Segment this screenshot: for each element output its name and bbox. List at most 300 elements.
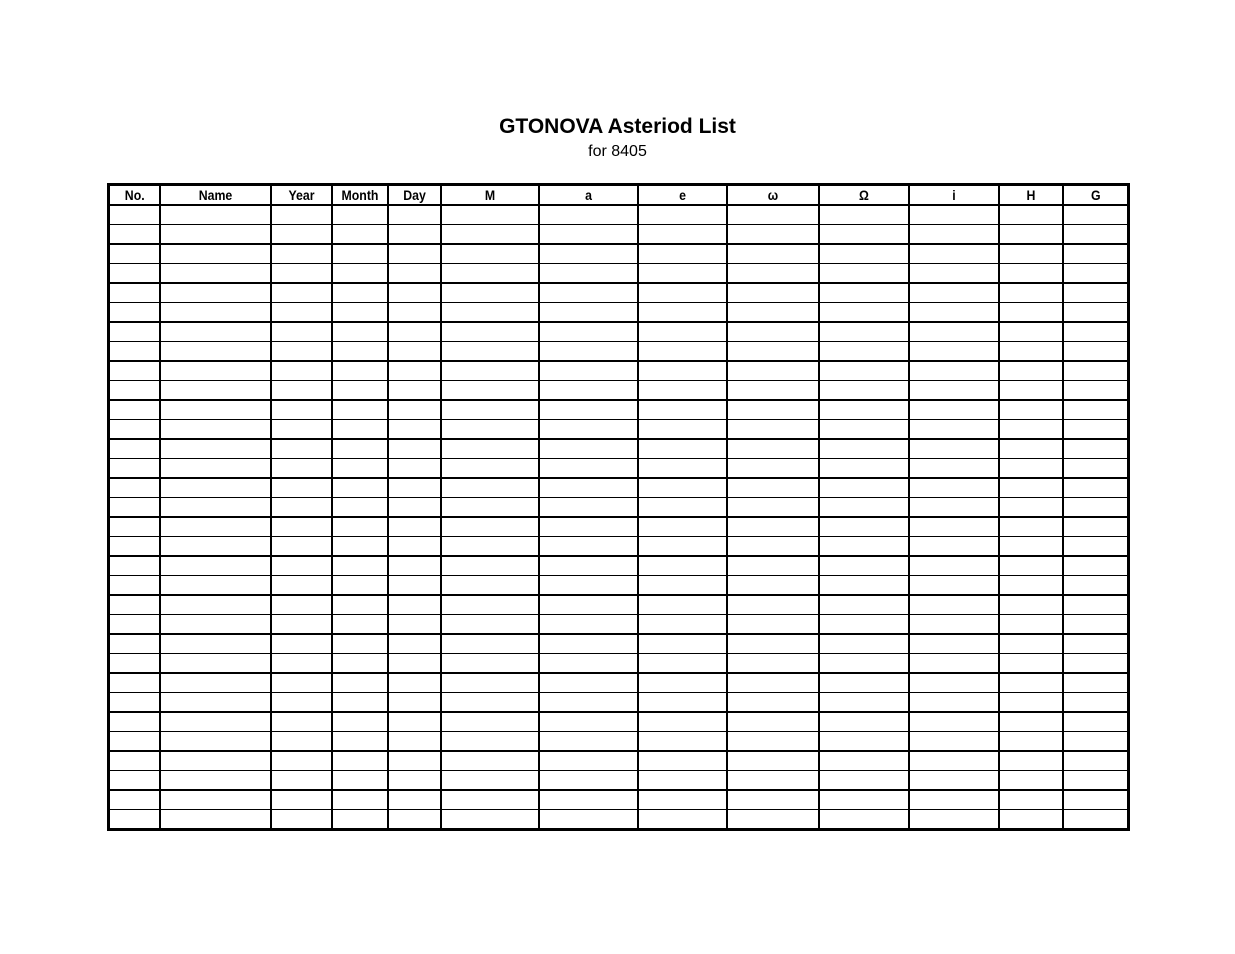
table-cell[interactable] — [271, 381, 332, 401]
table-cell[interactable] — [909, 439, 999, 459]
table-cell[interactable] — [388, 517, 441, 537]
table-cell[interactable] — [271, 400, 332, 420]
table-cell[interactable] — [539, 420, 638, 440]
table-cell[interactable] — [160, 732, 271, 752]
table-cell[interactable] — [909, 537, 999, 557]
table-cell[interactable] — [909, 225, 999, 245]
table-cell[interactable] — [332, 517, 388, 537]
table-cell[interactable] — [441, 381, 539, 401]
table-cell[interactable] — [539, 595, 638, 615]
table-cell[interactable] — [441, 790, 539, 810]
table-cell[interactable] — [819, 693, 909, 713]
table-cell[interactable] — [727, 439, 819, 459]
table-cell[interactable] — [160, 790, 271, 810]
table-cell[interactable] — [539, 342, 638, 362]
table-cell[interactable] — [999, 303, 1063, 323]
table-cell[interactable] — [109, 439, 160, 459]
table-cell[interactable] — [1063, 517, 1129, 537]
table-cell[interactable] — [1063, 673, 1129, 693]
table-cell[interactable] — [638, 556, 727, 576]
table-cell[interactable] — [271, 537, 332, 557]
table-cell[interactable] — [388, 322, 441, 342]
table-cell[interactable] — [160, 205, 271, 225]
table-cell[interactable] — [819, 498, 909, 518]
table-cell[interactable] — [160, 244, 271, 264]
table-cell[interactable] — [441, 322, 539, 342]
table-cell[interactable] — [1063, 342, 1129, 362]
table-cell[interactable] — [332, 283, 388, 303]
table-cell[interactable] — [109, 283, 160, 303]
table-cell[interactable] — [441, 654, 539, 674]
table-cell[interactable] — [271, 615, 332, 635]
table-cell[interactable] — [332, 225, 388, 245]
table-cell[interactable] — [332, 537, 388, 557]
table-cell[interactable] — [909, 673, 999, 693]
table-cell[interactable] — [160, 712, 271, 732]
table-cell[interactable] — [332, 771, 388, 791]
table-cell[interactable] — [388, 381, 441, 401]
table-cell[interactable] — [638, 400, 727, 420]
table-cell[interactable] — [539, 556, 638, 576]
table-cell[interactable] — [160, 673, 271, 693]
table-cell[interactable] — [638, 225, 727, 245]
table-cell[interactable] — [109, 381, 160, 401]
table-cell[interactable] — [271, 771, 332, 791]
table-cell[interactable] — [539, 264, 638, 284]
table-cell[interactable] — [271, 244, 332, 264]
table-cell[interactable] — [999, 595, 1063, 615]
table-cell[interactable] — [819, 381, 909, 401]
table-cell[interactable] — [109, 771, 160, 791]
table-cell[interactable] — [999, 439, 1063, 459]
table-cell[interactable] — [819, 771, 909, 791]
table-cell[interactable] — [160, 595, 271, 615]
table-cell[interactable] — [388, 537, 441, 557]
table-cell[interactable] — [441, 225, 539, 245]
table-cell[interactable] — [1063, 771, 1129, 791]
table-cell[interactable] — [727, 420, 819, 440]
table-cell[interactable] — [819, 595, 909, 615]
table-cell[interactable] — [441, 576, 539, 596]
table-cell[interactable] — [271, 303, 332, 323]
table-cell[interactable] — [999, 732, 1063, 752]
table-cell[interactable] — [332, 673, 388, 693]
table-cell[interactable] — [332, 751, 388, 771]
table-cell[interactable] — [999, 420, 1063, 440]
table-cell[interactable] — [109, 576, 160, 596]
table-cell[interactable] — [638, 712, 727, 732]
table-cell[interactable] — [160, 810, 271, 830]
table-cell[interactable] — [1063, 361, 1129, 381]
table-cell[interactable] — [388, 556, 441, 576]
table-cell[interactable] — [909, 712, 999, 732]
table-cell[interactable] — [160, 693, 271, 713]
table-cell[interactable] — [819, 790, 909, 810]
table-cell[interactable] — [999, 478, 1063, 498]
table-cell[interactable] — [1063, 283, 1129, 303]
table-cell[interactable] — [441, 751, 539, 771]
table-cell[interactable] — [539, 634, 638, 654]
table-cell[interactable] — [388, 283, 441, 303]
table-cell[interactable] — [271, 732, 332, 752]
table-cell[interactable] — [539, 576, 638, 596]
table-cell[interactable] — [388, 771, 441, 791]
table-cell[interactable] — [539, 439, 638, 459]
table-cell[interactable] — [727, 381, 819, 401]
table-cell[interactable] — [109, 264, 160, 284]
table-cell[interactable] — [638, 264, 727, 284]
table-cell[interactable] — [539, 381, 638, 401]
table-cell[interactable] — [332, 712, 388, 732]
table-cell[interactable] — [109, 459, 160, 479]
table-cell[interactable] — [819, 459, 909, 479]
table-cell[interactable] — [388, 654, 441, 674]
table-cell[interactable] — [332, 693, 388, 713]
table-cell[interactable] — [909, 654, 999, 674]
table-cell[interactable] — [638, 517, 727, 537]
table-cell[interactable] — [909, 322, 999, 342]
table-cell[interactable] — [271, 810, 332, 830]
table-cell[interactable] — [109, 810, 160, 830]
table-cell[interactable] — [999, 615, 1063, 635]
table-cell[interactable] — [160, 498, 271, 518]
table-cell[interactable] — [819, 342, 909, 362]
table-cell[interactable] — [388, 576, 441, 596]
table-cell[interactable] — [160, 381, 271, 401]
table-cell[interactable] — [1063, 322, 1129, 342]
table-cell[interactable] — [109, 595, 160, 615]
table-cell[interactable] — [727, 225, 819, 245]
table-cell[interactable] — [332, 615, 388, 635]
table-cell[interactable] — [727, 264, 819, 284]
table-cell[interactable] — [160, 342, 271, 362]
table-cell[interactable] — [388, 264, 441, 284]
table-cell[interactable] — [819, 478, 909, 498]
table-cell[interactable] — [819, 439, 909, 459]
table-cell[interactable] — [441, 634, 539, 654]
table-cell[interactable] — [999, 576, 1063, 596]
table-cell[interactable] — [909, 303, 999, 323]
table-cell[interactable] — [332, 205, 388, 225]
table-cell[interactable] — [727, 283, 819, 303]
table-cell[interactable] — [109, 712, 160, 732]
table-cell[interactable] — [909, 478, 999, 498]
table-cell[interactable] — [1063, 537, 1129, 557]
table-cell[interactable] — [727, 322, 819, 342]
table-cell[interactable] — [539, 361, 638, 381]
table-cell[interactable] — [1063, 264, 1129, 284]
table-cell[interactable] — [160, 556, 271, 576]
table-cell[interactable] — [332, 634, 388, 654]
table-cell[interactable] — [271, 712, 332, 732]
table-cell[interactable] — [271, 498, 332, 518]
table-cell[interactable] — [109, 303, 160, 323]
table-cell[interactable] — [441, 673, 539, 693]
table-cell[interactable] — [332, 459, 388, 479]
table-cell[interactable] — [388, 673, 441, 693]
table-cell[interactable] — [388, 498, 441, 518]
table-cell[interactable] — [909, 732, 999, 752]
table-cell[interactable] — [271, 556, 332, 576]
table-cell[interactable] — [160, 225, 271, 245]
table-cell[interactable] — [1063, 615, 1129, 635]
table-cell[interactable] — [388, 439, 441, 459]
table-cell[interactable] — [109, 498, 160, 518]
table-cell[interactable] — [909, 810, 999, 830]
table-cell[interactable] — [441, 771, 539, 791]
table-cell[interactable] — [909, 400, 999, 420]
table-cell[interactable] — [1063, 556, 1129, 576]
table-cell[interactable] — [109, 751, 160, 771]
table-cell[interactable] — [109, 790, 160, 810]
table-cell[interactable] — [638, 634, 727, 654]
table-cell[interactable] — [638, 751, 727, 771]
table-cell[interactable] — [999, 634, 1063, 654]
table-cell[interactable] — [441, 517, 539, 537]
table-cell[interactable] — [638, 615, 727, 635]
table-cell[interactable] — [160, 361, 271, 381]
table-cell[interactable] — [638, 790, 727, 810]
table-cell[interactable] — [271, 751, 332, 771]
table-cell[interactable] — [441, 400, 539, 420]
table-cell[interactable] — [160, 264, 271, 284]
table-cell[interactable] — [727, 693, 819, 713]
table-cell[interactable] — [332, 556, 388, 576]
table-cell[interactable] — [539, 283, 638, 303]
table-cell[interactable] — [109, 517, 160, 537]
table-cell[interactable] — [638, 498, 727, 518]
table-cell[interactable] — [388, 751, 441, 771]
table-cell[interactable] — [160, 615, 271, 635]
table-cell[interactable] — [638, 771, 727, 791]
table-cell[interactable] — [271, 595, 332, 615]
table-cell[interactable] — [388, 810, 441, 830]
table-cell[interactable] — [109, 478, 160, 498]
table-cell[interactable] — [441, 361, 539, 381]
table-cell[interactable] — [1063, 420, 1129, 440]
table-cell[interactable] — [727, 478, 819, 498]
table-cell[interactable] — [332, 478, 388, 498]
table-cell[interactable] — [999, 751, 1063, 771]
table-cell[interactable] — [638, 361, 727, 381]
table-cell[interactable] — [1063, 654, 1129, 674]
table-cell[interactable] — [819, 361, 909, 381]
table-cell[interactable] — [727, 517, 819, 537]
table-cell[interactable] — [271, 478, 332, 498]
table-cell[interactable] — [999, 244, 1063, 264]
table-cell[interactable] — [271, 576, 332, 596]
table-cell[interactable] — [727, 615, 819, 635]
table-cell[interactable] — [332, 322, 388, 342]
table-cell[interactable] — [819, 673, 909, 693]
table-cell[interactable] — [271, 654, 332, 674]
table-cell[interactable] — [441, 244, 539, 264]
table-cell[interactable] — [638, 459, 727, 479]
table-cell[interactable] — [638, 732, 727, 752]
table-cell[interactable] — [160, 420, 271, 440]
table-cell[interactable] — [332, 361, 388, 381]
table-cell[interactable] — [441, 693, 539, 713]
table-cell[interactable] — [271, 790, 332, 810]
table-cell[interactable] — [332, 342, 388, 362]
table-cell[interactable] — [999, 693, 1063, 713]
table-cell[interactable] — [441, 303, 539, 323]
table-cell[interactable] — [109, 537, 160, 557]
table-cell[interactable] — [727, 556, 819, 576]
table-cell[interactable] — [388, 361, 441, 381]
table-cell[interactable] — [441, 264, 539, 284]
table-cell[interactable] — [332, 420, 388, 440]
table-cell[interactable] — [819, 712, 909, 732]
table-cell[interactable] — [539, 810, 638, 830]
table-cell[interactable] — [441, 537, 539, 557]
table-cell[interactable] — [109, 225, 160, 245]
table-cell[interactable] — [909, 264, 999, 284]
table-cell[interactable] — [271, 322, 332, 342]
table-cell[interactable] — [819, 732, 909, 752]
table-cell[interactable] — [727, 790, 819, 810]
table-cell[interactable] — [332, 732, 388, 752]
table-cell[interactable] — [388, 478, 441, 498]
table-cell[interactable] — [999, 322, 1063, 342]
table-cell[interactable] — [909, 576, 999, 596]
table-cell[interactable] — [109, 693, 160, 713]
table-cell[interactable] — [727, 342, 819, 362]
table-cell[interactable] — [909, 361, 999, 381]
table-cell[interactable] — [332, 654, 388, 674]
table-cell[interactable] — [332, 810, 388, 830]
table-cell[interactable] — [909, 556, 999, 576]
table-cell[interactable] — [109, 244, 160, 264]
table-cell[interactable] — [909, 751, 999, 771]
table-cell[interactable] — [271, 634, 332, 654]
table-cell[interactable] — [999, 205, 1063, 225]
table-cell[interactable] — [909, 420, 999, 440]
table-cell[interactable] — [999, 361, 1063, 381]
table-cell[interactable] — [109, 205, 160, 225]
table-cell[interactable] — [727, 771, 819, 791]
table-cell[interactable] — [999, 283, 1063, 303]
table-cell[interactable] — [539, 751, 638, 771]
table-cell[interactable] — [909, 517, 999, 537]
table-cell[interactable] — [909, 498, 999, 518]
table-cell[interactable] — [999, 673, 1063, 693]
table-cell[interactable] — [441, 478, 539, 498]
table-cell[interactable] — [727, 498, 819, 518]
table-cell[interactable] — [271, 283, 332, 303]
table-cell[interactable] — [638, 244, 727, 264]
table-cell[interactable] — [539, 712, 638, 732]
table-cell[interactable] — [539, 517, 638, 537]
table-cell[interactable] — [819, 205, 909, 225]
table-cell[interactable] — [1063, 498, 1129, 518]
table-cell[interactable] — [539, 205, 638, 225]
table-cell[interactable] — [109, 361, 160, 381]
table-cell[interactable] — [638, 420, 727, 440]
table-cell[interactable] — [539, 498, 638, 518]
table-cell[interactable] — [160, 303, 271, 323]
table-cell[interactable] — [539, 615, 638, 635]
table-cell[interactable] — [727, 673, 819, 693]
table-cell[interactable] — [160, 751, 271, 771]
table-cell[interactable] — [271, 342, 332, 362]
table-cell[interactable] — [1063, 381, 1129, 401]
table-cell[interactable] — [819, 634, 909, 654]
table-cell[interactable] — [332, 381, 388, 401]
table-cell[interactable] — [999, 498, 1063, 518]
table-cell[interactable] — [909, 615, 999, 635]
table-cell[interactable] — [539, 459, 638, 479]
table-cell[interactable] — [109, 673, 160, 693]
table-cell[interactable] — [909, 283, 999, 303]
table-cell[interactable] — [1063, 790, 1129, 810]
table-cell[interactable] — [271, 420, 332, 440]
table-cell[interactable] — [271, 361, 332, 381]
table-cell[interactable] — [819, 537, 909, 557]
table-cell[interactable] — [1063, 459, 1129, 479]
table-cell[interactable] — [539, 244, 638, 264]
table-cell[interactable] — [727, 810, 819, 830]
table-cell[interactable] — [388, 244, 441, 264]
table-cell[interactable] — [909, 693, 999, 713]
table-cell[interactable] — [909, 771, 999, 791]
table-cell[interactable] — [819, 615, 909, 635]
table-cell[interactable] — [160, 634, 271, 654]
table-cell[interactable] — [727, 244, 819, 264]
table-cell[interactable] — [109, 342, 160, 362]
table-cell[interactable] — [1063, 439, 1129, 459]
table-cell[interactable] — [999, 712, 1063, 732]
table-cell[interactable] — [999, 342, 1063, 362]
table-cell[interactable] — [1063, 303, 1129, 323]
table-cell[interactable] — [332, 439, 388, 459]
table-cell[interactable] — [1063, 751, 1129, 771]
table-cell[interactable] — [388, 693, 441, 713]
table-cell[interactable] — [271, 439, 332, 459]
table-cell[interactable] — [727, 595, 819, 615]
table-cell[interactable] — [441, 420, 539, 440]
table-cell[interactable] — [388, 420, 441, 440]
table-cell[interactable] — [1063, 225, 1129, 245]
table-cell[interactable] — [819, 810, 909, 830]
table-cell[interactable] — [332, 264, 388, 284]
table-cell[interactable] — [388, 732, 441, 752]
table-cell[interactable] — [819, 556, 909, 576]
table-cell[interactable] — [819, 244, 909, 264]
table-cell[interactable] — [999, 771, 1063, 791]
table-cell[interactable] — [109, 615, 160, 635]
table-cell[interactable] — [332, 790, 388, 810]
table-cell[interactable] — [539, 303, 638, 323]
table-cell[interactable] — [271, 693, 332, 713]
table-cell[interactable] — [819, 303, 909, 323]
table-cell[interactable] — [819, 576, 909, 596]
table-cell[interactable] — [332, 498, 388, 518]
table-cell[interactable] — [727, 712, 819, 732]
table-cell[interactable] — [638, 283, 727, 303]
table-cell[interactable] — [727, 732, 819, 752]
table-cell[interactable] — [1063, 595, 1129, 615]
table-cell[interactable] — [999, 225, 1063, 245]
table-cell[interactable] — [638, 673, 727, 693]
table-cell[interactable] — [999, 654, 1063, 674]
table-cell[interactable] — [441, 342, 539, 362]
table-cell[interactable] — [1063, 712, 1129, 732]
table-cell[interactable] — [638, 439, 727, 459]
table-cell[interactable] — [441, 556, 539, 576]
table-cell[interactable] — [999, 459, 1063, 479]
table-cell[interactable] — [160, 478, 271, 498]
